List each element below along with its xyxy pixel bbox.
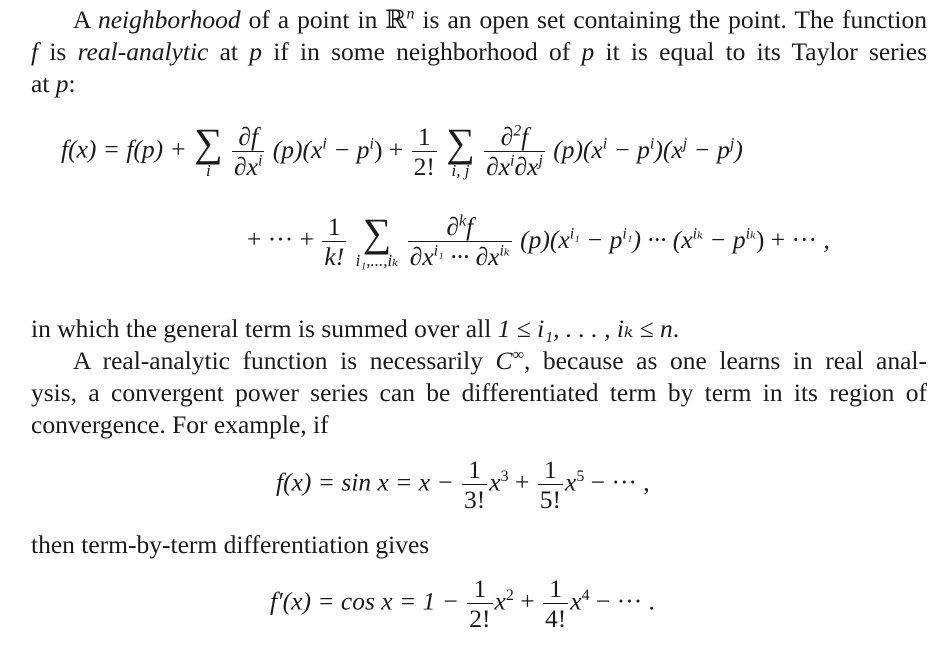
text: at — [208, 37, 250, 66]
equation-lhs: f(x) = f(p) + — [61, 134, 187, 164]
cos-equation — [270, 574, 655, 634]
c-infinity: C — [495, 346, 513, 375]
sum-over-multi-index: ∑ i₁,...,iₖ — [355, 209, 399, 270]
symbol-p: p — [55, 69, 69, 98]
text: A — [73, 5, 98, 34]
term-real-analytic: real-analytic — [77, 37, 209, 66]
symbol-f: f — [31, 37, 39, 66]
text: of a point in — [240, 5, 386, 34]
exponent: 2 — [505, 587, 514, 605]
partial-derivative-fraction: $\frac{\partial f}{\partial x^i}$ — [234, 122, 263, 182]
text: it is equal to its Taylor series — [594, 37, 928, 66]
variable-x: x — [570, 586, 582, 616]
text: is an open set containing the point. The function — [414, 5, 927, 34]
term-neighborhood: neighborhood — [97, 5, 241, 34]
one-over-k-factorial: $\frac{1}{k!}$ — [324, 212, 345, 272]
taylor-equation-row2 — [247, 209, 830, 272]
exponent: 5 — [576, 468, 585, 486]
one-over-two-factorial: $\frac{1}{2!}$ — [469, 574, 491, 634]
exponent: n — [406, 5, 415, 23]
text: A real-analytic function is necessarily — [73, 346, 496, 375]
one-over-four-factorial: $\frac{1}{4!}$ — [545, 574, 567, 634]
variable-x: x — [565, 467, 577, 497]
paragraph2-line3: convergence. For example, if — [31, 410, 329, 439]
kth-partial-fraction: $\frac{\partial^kf}{\partial x^{i_1} \cdot\cdot\cdot \partial x^{i_k}}$ — [409, 212, 510, 272]
exponent: 3 — [500, 468, 509, 486]
equation-lhs: f(x) = sin x = x − — [276, 467, 454, 497]
series-tail: − ··· . — [595, 586, 655, 616]
plus-sign: + — [520, 586, 535, 616]
second-partial-fraction: $\frac{\partial^2f}{\partial x^i\partial x^j}$ — [486, 122, 543, 182]
variable-x: x — [489, 467, 501, 497]
sum-over-i-j: ∑ i, j — [446, 119, 475, 180]
text: : — [68, 69, 76, 98]
series-tail: − ··· , — [590, 467, 650, 497]
paragraph2-line2: ysis, a convergent power series can be differentiated term by term in its region of — [31, 378, 927, 407]
one-over-five-factorial: $\frac{1}{5!}$ — [539, 455, 561, 515]
index-condition: 1 ≤ i₁, . . . , iₖ ≤ n — [497, 314, 673, 343]
real-space-symbol: ℝ — [385, 5, 407, 34]
sum-over-i: ∑ i — [194, 119, 223, 180]
paragraph1-line3 — [31, 68, 927, 100]
one-over-three-factorial: $\frac{1}{3!}$ — [464, 455, 486, 515]
text: at — [31, 69, 56, 98]
first-order-term: $(p)(x^i - p^i)$ + — [272, 134, 404, 164]
sin-equation — [276, 455, 650, 515]
paragraph1-line2 — [31, 36, 927, 68]
paragraph2-line1 — [73, 345, 927, 377]
one-over-two-factorial: $\frac{1}{2!}$ — [413, 122, 435, 182]
text: . — [672, 314, 680, 343]
variable-x: x — [494, 586, 506, 616]
text: is — [38, 37, 78, 66]
symbol-p: p — [581, 37, 595, 66]
line-summed — [31, 313, 927, 345]
text: if in some neighborhood of — [261, 37, 582, 66]
text: in which the general term is summed over all — [31, 314, 498, 343]
plus-sign: + — [514, 467, 530, 497]
text: , because as one learns in real anal- — [523, 346, 927, 375]
kth-order-term: $(p)(x^{i_1} - p^{i_1})$ ··· $(x^{i_k} - p^{i_k})$ + ··· , — [520, 224, 830, 254]
line-then: then term-by-term differentiation gives — [31, 530, 430, 559]
ellipsis-plus: + ··· + — [247, 224, 314, 254]
symbol-p: p — [249, 37, 262, 66]
paragraph1-line1 — [73, 4, 927, 36]
equation-lhs: f′(x) = cos x = 1 − — [270, 586, 459, 616]
taylor-equation-row1 — [61, 119, 743, 182]
infinity-superscript: ∞ — [512, 346, 524, 364]
exponent: 4 — [581, 587, 590, 605]
second-order-term: $(p)(x^i - p^i)(x^j - p^j)$ — [553, 134, 743, 164]
